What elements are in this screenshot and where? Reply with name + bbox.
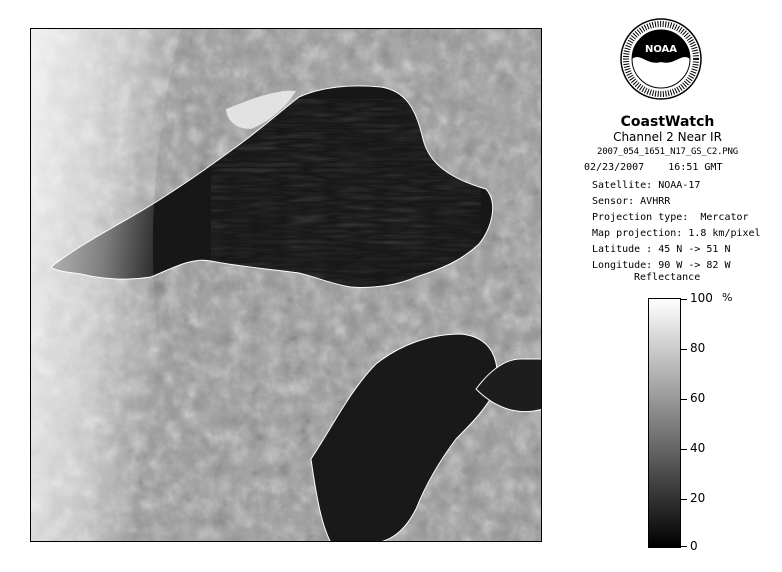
product-title: CoastWatch xyxy=(620,114,715,130)
map-projection-label: Map projection: 1.8 km/pixel xyxy=(592,228,761,239)
filename: 2007_054_1651_N17_GS_C2.PNG xyxy=(597,147,738,157)
colorbar-tick-label: 20 xyxy=(690,491,706,505)
colorbar-tick xyxy=(681,399,687,400)
colorbar-tick-label: 60 xyxy=(690,391,706,405)
longitude-label: Longitude: 90 W -> 82 W xyxy=(592,260,731,271)
projection-type-label: Projection type: Mercator xyxy=(592,212,749,223)
sensor-label: Sensor: AVHRR xyxy=(592,196,671,207)
latitude-label: Latitude : 45 N -> 51 N xyxy=(592,244,731,255)
datetime: 02/23/2007 16:51 GMT xyxy=(584,162,723,173)
colorbar-tick-label: 80 xyxy=(690,341,706,355)
colorbar-tick xyxy=(681,499,687,500)
noaa-logo xyxy=(620,18,702,100)
colorbar-tick xyxy=(681,349,687,350)
colorbar-label: Reflectance xyxy=(634,272,701,283)
colorbar-tick-label: 40 xyxy=(690,441,706,455)
channel-label: Channel 2 Near IR xyxy=(613,130,722,144)
colorbar-tick xyxy=(681,449,687,450)
colorbar-tick-label: 100 xyxy=(690,291,713,305)
colorbar-tick xyxy=(681,546,687,547)
satellite-label: Satellite: NOAA-17 xyxy=(592,180,701,191)
noaa-logo-text: NOAA xyxy=(644,44,678,55)
colorbar-tick xyxy=(681,299,687,300)
colorbar-tick-label: 0 xyxy=(690,539,698,553)
colorbar-unit: % xyxy=(722,291,733,304)
colorbar xyxy=(648,298,681,548)
satellite-image xyxy=(30,28,542,542)
